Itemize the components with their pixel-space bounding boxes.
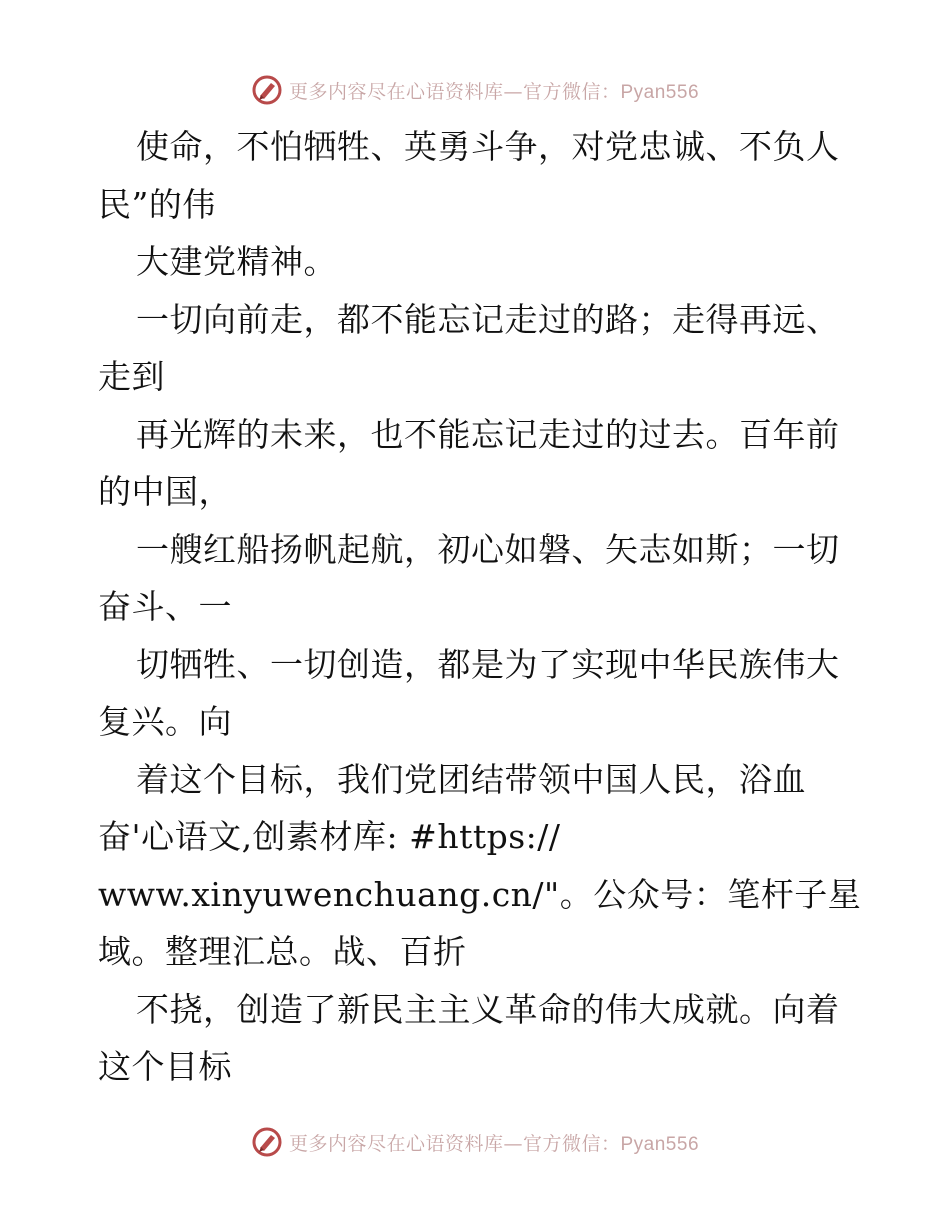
text-line: 奋斗、一 xyxy=(98,587,232,626)
text-line: 着这个目标，我们党团结带领中国人民，浴血 xyxy=(136,759,806,799)
text-line: 大建党精神。 xyxy=(136,242,337,281)
pen-logo-icon xyxy=(251,74,283,106)
text-line: 走到 xyxy=(98,357,165,396)
pen-logo-icon xyxy=(251,1126,283,1158)
footer-banner xyxy=(0,1124,950,1160)
text-line: 奋'心语文,创素材库: #https:// xyxy=(98,817,561,856)
text-line: 切牺牲、一切创造，都是为了实现中华民族伟大 xyxy=(136,644,840,684)
text-line: 这个目标 xyxy=(98,1047,232,1086)
text-line: www.xinyuwenchuang.cn/"。公众号：笔杆子星 xyxy=(98,874,862,914)
text-line: 复兴。向 xyxy=(98,702,232,741)
header-banner xyxy=(0,72,950,108)
wechat-id: Pyan556 xyxy=(620,1133,700,1155)
wechat-id: Pyan556 xyxy=(620,81,700,103)
text-line: 民”的伟 xyxy=(98,184,216,224)
banner-text: 更多内容尽在心语资料库—官方微信：Pyan556 xyxy=(288,1132,700,1155)
text-line: 不挠，创造了新民主主义革命的伟大成就。向着 xyxy=(136,989,840,1029)
banner-text: 更多内容尽在心语资料库—官方微信：Pyan556 xyxy=(288,80,700,103)
text-line: 再光辉的未来，也不能忘记走过的过去。百年前 xyxy=(136,414,840,454)
text-line: 使命，不怕牺牲、英勇斗争，对党忠诚、不负人 xyxy=(136,127,840,166)
text-line: 一切向前走，都不能忘记走过的路；走得再远、 xyxy=(136,299,840,339)
text-line: 的中国， xyxy=(98,472,232,511)
text-line: 域。整理汇总。战、百折 xyxy=(98,932,467,971)
document-body xyxy=(98,118,878,1096)
text-line: 一艘红船扬帆起航，初心如磐、矢志如斯；一切 xyxy=(136,529,840,569)
